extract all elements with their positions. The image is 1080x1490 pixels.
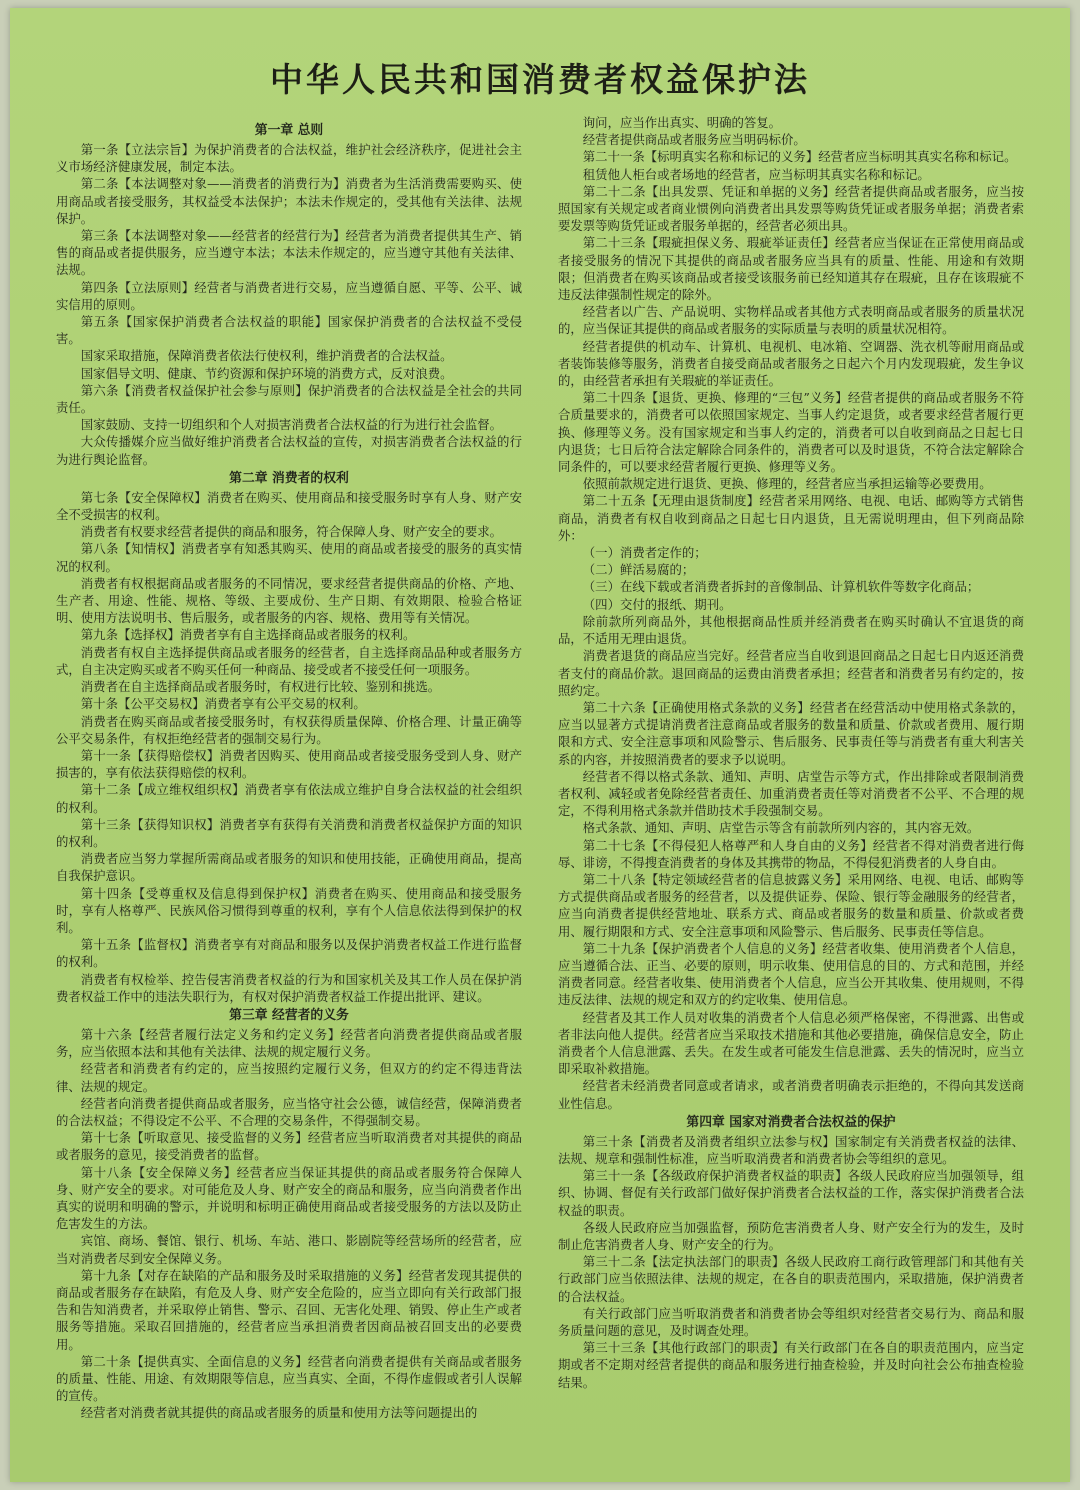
article-paragraph: 大众传播媒介应当做好维护消费者合法权益的宣传，对损害消费者合法权益的行为进行舆论监督。: [56, 434, 522, 467]
article-paragraph: 消费者在购买商品或者接受服务时，有权获得质量保障、价格合理、计量正确等公平交易条件，有权拒绝经营者的强制交易行为。: [56, 713, 522, 746]
article-paragraph: （三）在线下载或者消费者拆封的音像制品、计算机软件等数字化商品；: [582, 579, 980, 595]
article-paragraph: 经营者提供商品或者服务应当明码标价。: [582, 132, 806, 148]
article-paragraph: 第五条【国家保护消费者合法权益的职能】国家保护消费者的合法权益不受侵害。: [56, 314, 522, 347]
article-paragraph: 第六条【消费者权益保护社会参与原则】保护消费者的合法权益是全社会的共同责任。: [56, 382, 522, 416]
chapter-heading: 第二章 消费者的权利: [229, 470, 349, 486]
article-paragraph: 各级人民政府应当加强监督，预防危害消费者人身、财产安全行为的发生，及时制止危害消费者人身、财产安全的行为。: [558, 1219, 1024, 1252]
article-paragraph: 经营者未经消费者同意或者请求，或者消费者明确表示拒绝的，不得向其发送商业性信息。: [558, 1078, 1024, 1111]
article-paragraph: （二）鲜活易腐的；: [582, 562, 695, 578]
article-paragraph: 经营者以广告、产品说明、实物样品或者其他方式表明商品或者服务的质量状况的，应当保证其提供的商品或者服务的实际质量与表明的质量状况相符。: [558, 304, 1024, 337]
article-paragraph: 消费者有权根据商品或者服务的不同情况，要求经营者提供商品的价格、产地、生产者、用途、性能、规格、等级、主要成份、生产日期、有效期限、检验合格证明、使用方法说明书、售后服务，或者服务的内容、规格、费用等有关情况。: [56, 575, 522, 626]
article-paragraph: 第十七条【听取意见、接受监督的义务】经营者应当听取消费者对其提供的商品或者服务的意见，接受消费者的监督。: [56, 1130, 522, 1163]
article-paragraph: 第十二条【成立维权组织权】消费者享有依法成立维护自身合法权益的社会组织的权利。: [56, 782, 522, 815]
article-paragraph: 第十六条【经营者履行法定义务和约定义务】经营者向消费者提供商品或者服务，应当依照本法和其他有关法律、法规的规定履行义务。: [56, 1026, 522, 1060]
article-paragraph: 经营者对消费者就其提供的商品或者服务的质量和使用方法等问题提出的: [80, 1405, 478, 1421]
article-paragraph: 格式条款、通知、声明、店堂告示等含有前款所列内容的，其内容无效。: [582, 820, 980, 836]
article-paragraph: 第十三条【获得知识权】消费者享有获得有关消费和消费者权益保护方面的知识的权利。: [56, 816, 522, 849]
article-paragraph: （四）交付的报纸、期刊。: [582, 596, 732, 612]
chapter-heading: 第三章 经营者的义务: [229, 1007, 349, 1023]
article-paragraph: 消费者有权检举、控告侵害消费者权益的行为和国家机关及其工作人员在保护消费者权益工作中的违法失职行为，有权对保护消费者权益工作提出批评、建议。: [56, 971, 522, 1004]
article-paragraph: 第二十四条【退货、更换、修理的“三包”义务】经营者提供的商品或者服务不符合质量要求的，消费者可以依照国家规定、当事人约定退货，或者要求经营者履行更换、修理等义务。没有国家规定和当事人约定的，消费者可以自收到商品之日起七日内退货；七日后符合法定解除合同条件的，消费者可以及时退货，不符合法定解除合同条件的，可以要求经营者履行更换、修理等义务。: [558, 390, 1024, 475]
article-paragraph: 第二十五条【无理由退货制度】经营者采用网络、电视、电话、邮购等方式销售商品，消费者有权自收到商品之日起七日内退货，且无需说明理由，但下列商品除外：: [558, 493, 1024, 543]
article-paragraph: 除前款所列商品外，其他根据商品性质并经消费者在购买时确认不宜退货的商品，不适用无理由退货。: [558, 613, 1024, 647]
right-column: [558, 114, 1024, 1464]
article-paragraph: 第三十三条【其他行政部门的职责】有关行政部门在各自的职责范围内，应当定期或者不定期对经营者提供的商品和服务进行抽查检验，并及时向社会公布抽查检验结果。: [558, 1340, 1024, 1390]
article-paragraph: 第二十九条【保护消费者个人信息的义务】经营者收集、使用消费者个人信息，应当遵循合法、正当、必要的原则，明示收集、使用信息的目的、方式和范围，并经消费者同意。经营者收集、使用消费者个人信息，应当公开其收集、使用规则，不得违反法律、法规的规定和双方的约定收集、使用信息。: [558, 940, 1024, 1008]
article-paragraph: 第二十三条【瑕疵担保义务、瑕疵举证责任】经营者应当保证在正常使用商品或者接受服务的情况下其提供的商品或者服务应当具有的质量、性能、用途和有效期限；但消费者在购买该商品或者接受该服务前已经知道其存在瑕疵，且存在该瑕疵不违反法律强制性规定的除外。: [558, 235, 1024, 303]
article-paragraph: 第十五条【监督权】消费者享有对商品和服务以及保护消费者权益工作进行监督的权利。: [56, 937, 522, 970]
article-paragraph: 第二十八条【特定领域经营者的信息披露义务】采用网络、电视、电话、邮购等方式提供商品或者服务的经营者，以及提供证券、保险、银行等金融服务的经营者，应当向消费者提供经营地址、联系方式、商品或者服务的数量和质量、价款或者费用、履行期限和方式、安全注意事项和风险警示、售后服务、民事责任等信息。: [558, 871, 1024, 939]
article-paragraph: 国家倡导文明、健康、节约资源和保护环境的消费方式，反对浪费。: [80, 365, 453, 381]
article-paragraph: 第八条【知情权】消费者享有知悉其购买、使用的商品或者接受的服务的真实情况的权利。: [56, 541, 522, 574]
article-paragraph: 消费者有权自主选择提供商品或者服务的经营者，自主选择商品品种或者服务方式，自主决定购买或者不购买任何一种商品、接受或者不接受任何一项服务。: [56, 644, 522, 677]
article-paragraph: 第十四条【受尊重权及信息得到保护权】消费者在购买、使用商品和接受服务时，享有人格尊严、民族风俗习惯得到尊重的权利，享有个人信息依法得到保护的权利。: [56, 885, 522, 935]
article-paragraph: 依照前款规定进行退货、更换、修理的，经营者应当承担运输等必要费用。: [582, 476, 992, 492]
article-paragraph: 第七条【安全保障权】消费者在购买、使用商品和接受服务时享有人身、财产安全不受损害的权利。: [56, 489, 522, 523]
article-paragraph: 租赁他人柜台或者场地的经营者，应当标明其真实名称和标记。: [582, 166, 930, 182]
article-paragraph: 第十八条【安全保障义务】经营者应当保证其提供的商品或者服务符合保障人身、财产安全的要求。对可能危及人身、财产安全的商品和服务，应当向消费者作出真实的说明和明确的警示，并说明和标明正确使用商品或者接受服务的方法以及防止危害发生的方法。: [56, 1164, 522, 1232]
article-paragraph: 第三十一条【各级政府保护消费者权益的职责】各级人民政府应当加强领导，组织、协调、督促有关行政部门做好保护消费者合法权益的工作，落实保护消费者合法权益的职责。: [558, 1168, 1024, 1218]
article-paragraph: 第二条【本法调整对象——消费者的消费行为】消费者为生活消费需要购买、使用商品或者接受服务，其权益受本法保护；本法未作规定的，受其他有关法律、法规保护。: [56, 176, 522, 226]
chapter-heading: 第一章 总则: [254, 123, 324, 138]
article-paragraph: 第三十条【消费者及消费者组织立法参与权】国家制定有关消费者权益的法律、法规、规章和强制性标准，应当听取消费者和消费者协会等组织的意见。: [558, 1133, 1024, 1166]
article-paragraph: 消费者在自主选择商品或者服务时，有权进行比较、鉴别和挑选。: [80, 679, 441, 695]
article-paragraph: 消费者有权要求经营者提供的商品和服务，符合保障人身、财产安全的要求。: [80, 524, 503, 540]
article-paragraph: （一）消费者定作的；: [582, 545, 707, 561]
article-paragraph: 经营者及其工作人员对收集的消费者个人信息必须严格保密，不得泄露、出售或者非法向他人提供。经营者应当采取技术措施和其他必要措施，确保信息安全，防止消费者个人信息泄露、丢失。在发生或者可能发生信息泄露、丢失的情况时，应当立即采取补救措施。: [558, 1009, 1024, 1077]
article-paragraph: 第十条【公平交易权】消费者享有公平交易的权利。: [80, 696, 366, 712]
article-paragraph: 国家鼓励、支持一切组织和个人对损害消费者合法权益的行为进行社会监督。: [80, 417, 503, 433]
article-paragraph: 经营者向消费者提供商品或者服务，应当恪守社会公德，诚信经营，保障消费者的合法权益；不得设定不公平、不合理的交易条件，不得强制交易。: [56, 1095, 522, 1128]
article-paragraph: 第二十一条【标明真实名称和标记的义务】经营者应当标明其真实名称和标记。: [582, 149, 1017, 165]
article-paragraph: 第十一条【获得赔偿权】消费者因购买、使用商品或者接受服务受到人身、财产损害的，享有依法获得赔偿的权利。: [56, 747, 522, 781]
article-paragraph: 第一条【立法宗旨】为保护消费者的合法权益，维护社会经济秩序，促进社会主义市场经济健康发展，制定本法。: [56, 142, 522, 175]
document-sheet: [10, 8, 1070, 1482]
article-paragraph: 第三条【本法调整对象——经营者的经营行为】经营者为消费者提供其生产、销售的商品或者提供服务，应当遵守本法；本法未作规定的，应当遵守其他有关法律、法规。: [56, 228, 522, 278]
article-paragraph: 消费者应当努力掌握所需商品或者服务的知识和使用技能，正确使用商品，提高自我保护意识。: [56, 851, 522, 884]
left-column: [56, 120, 522, 1470]
article-paragraph: 经营者和消费者有约定的，应当按照约定履行义务，但双方的约定不得违背法律、法规的规定。: [56, 1061, 522, 1094]
article-paragraph: 第四条【立法原则】经营者与消费者进行交易，应当遵循自愿、平等、公平、诚实信用的原则。: [56, 279, 522, 312]
article-paragraph: 第二十二条【出具发票、凭证和单据的义务】经营者提供商品或者服务，应当按照国家有关规定或者商业惯例向消费者出具发票等购货凭证或者服务单据；消费者索要发票等购货凭证或者服务单据的，经营者必须出具。: [558, 183, 1024, 234]
article-paragraph: 第二十六条【正确使用格式条款的义务】经营者在经营活动中使用格式条款的，应当以显著方式提请消费者注意商品或者服务的数量和质量、价款或者费用、履行期限和方式、安全注意事项和风险警示、售后服务、民事责任等与消费者有重大利害关系的内容，并按照消费者的要求予以说明。: [558, 699, 1024, 767]
article-paragraph: 第三十二条【法定执法部门的职责】各级人民政府工商行政管理部门和其他有关行政部门应当依照法律、法规的规定，在各自的职责范围内，采取措施，保护消费者的合法权益。: [558, 1254, 1024, 1304]
article-paragraph: 第十九条【对存在缺陷的产品和服务及时采取措施的义务】经营者发现其提供的商品或者服务存在缺陷，有危及人身、财产安全危险的，应当立即向有关行政部门报告和告知消费者，并采取停止销售、警示、召回、无害化处理、销毁、停止生产或者服务等措施。采取召回措施的，经营者应当承担消费者因商品被召回支出的必要费用。: [56, 1267, 522, 1352]
article-paragraph: 消费者退货的商品应当完好。经营者应当自收到退回商品之日起七日内返还消费者支付的商品价款。退回商品的运费由消费者承担；经营者和消费者另有约定的，按照约定。: [558, 648, 1024, 698]
article-paragraph: 经营者不得以格式条款、通知、声明、店堂告示等方式，作出排除或者限制消费者权利、减轻或者免除经营者责任、加重消费者责任等对消费者不公平、不合理的规定，不得利用格式条款并借助技术手段强制交易。: [558, 768, 1024, 819]
article-paragraph: 第九条【选择权】消费者享有自主选择商品或者服务的权利。: [80, 627, 416, 643]
article-paragraph: 宾馆、商场、餐馆、银行、机场、车站、港口、影剧院等经营场所的经营者，应当对消费者尽到安全保障义务。: [56, 1233, 522, 1266]
article-paragraph: 经营者提供的机动车、计算机、电视机、电冰箱、空调器、洗衣机等耐用商品或者装饰装修等服务，消费者自接受商品或者服务之日起六个月内发现瑕疵，发生争议的，由经营者承担有关瑕疵的举证责任。: [558, 338, 1024, 389]
article-paragraph: 国家采取措施，保障消费者依法行使权利，维护消费者的合法权益。: [80, 348, 453, 364]
article-paragraph: 第二十七条【不得侵犯人格尊严和人身自由的义务】经营者不得对消费者进行侮辱、诽谤，不得搜查消费者的身体及其携带的物品，不得侵犯消费者的人身自由。: [558, 837, 1024, 870]
article-paragraph: 询问，应当作出真实、明确的答复。: [582, 115, 782, 130]
article-paragraph: 有关行政部门应当听取消费者和消费者协会等组织对经营者交易行为、商品和服务质量问题的意见，及时调查处理。: [558, 1305, 1024, 1339]
chapter-heading: 第四章 国家对消费者合法权益的保护: [686, 1114, 896, 1130]
article-paragraph: 第二十条【提供真实、全面信息的义务】经营者向消费者提供有关商品或者服务的质量、性能、用途、有效期限等信息，应当真实、全面，不得作虚假或者引人误解的宣传。: [56, 1353, 522, 1404]
document-title: 中华人民共和国消费者权益保护法: [270, 60, 810, 99]
